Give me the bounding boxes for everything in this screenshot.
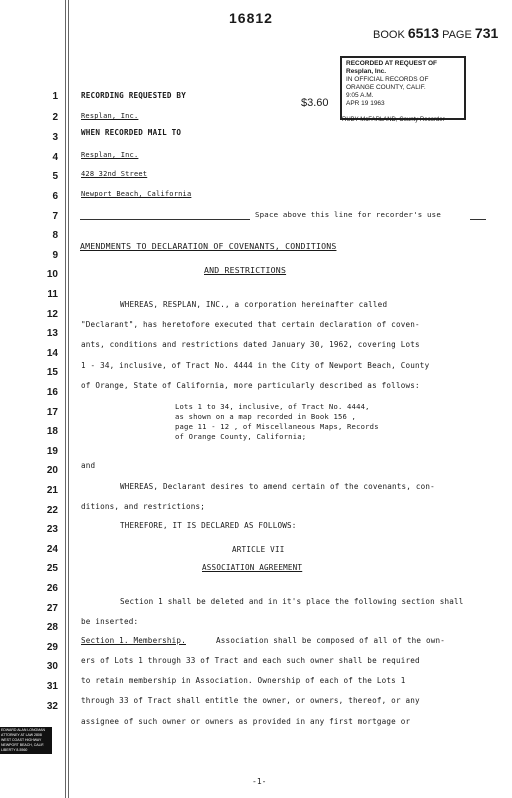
- section-body-line: ers of Lots 1 through 33 of Tract and each such owner shall be required: [81, 656, 420, 665]
- line-number: 21: [46, 485, 58, 496]
- line-number: 4: [52, 152, 58, 163]
- line-number: 11: [47, 289, 58, 300]
- line-number: 28: [46, 622, 58, 633]
- legal-description-line: as shown on a map recorded in Book 156 ,: [175, 412, 357, 421]
- document-title: AMENDMENTS TO DECLARATION OF COVENANTS, CONDITIONS: [80, 241, 337, 251]
- conjunction-and: and: [81, 461, 96, 470]
- line-number: 19: [46, 446, 58, 457]
- mail-to-label: WHEN RECORDED MAIL TO: [81, 128, 182, 137]
- line-number: 1: [52, 91, 58, 102]
- requested-by-name: Resplan, Inc.: [81, 112, 139, 120]
- line-number: 13: [46, 328, 58, 339]
- legal-description-line: page 11 - 12 , of Miscellaneous Maps, Records: [175, 422, 379, 431]
- stamp-line: 9:05 A.M.: [346, 92, 374, 99]
- recital-line: WHEREAS, RESPLAN, INC., a corporation hereinafter called: [120, 300, 388, 309]
- line-number: 7: [52, 211, 58, 222]
- line-number: 31: [46, 681, 58, 692]
- mail-to-city: Newport Beach, California: [81, 190, 192, 198]
- line-number: 17: [46, 407, 58, 418]
- section-heading: Section 1. Membership.: [81, 636, 186, 645]
- line-number: 26: [46, 583, 58, 594]
- section-body-line: to retain membership in Association. Ownership of each of the Lots 1: [81, 676, 406, 685]
- stamp-line: Resplan, Inc.: [346, 68, 387, 75]
- line-number: 2: [52, 112, 58, 123]
- recording-requested-label: RECORDING REQUESTED BY: [81, 91, 186, 100]
- line-number: 32: [46, 701, 58, 712]
- recital-line: ants, conditions and restrictions dated January 30, 1962, covering Lots: [81, 340, 420, 349]
- recital-line: of Orange, State of California, more particularly described as follows:: [81, 381, 420, 390]
- line-number: 5: [52, 171, 58, 182]
- recorder-space-note: Space above this line for recorder's use: [255, 210, 441, 219]
- line-number: 15: [46, 367, 58, 378]
- line-number: 22: [46, 505, 58, 516]
- article-title: ASSOCIATION AGREEMENT: [202, 563, 303, 572]
- line-number: 12: [46, 309, 58, 320]
- mail-to-street: 428 32nd Street: [81, 170, 148, 178]
- stamp-line: RECORDED AT REQUEST OF: [346, 60, 438, 67]
- legal-description-line: of Orange County, California;: [175, 432, 307, 441]
- recorder-stamp: [340, 56, 466, 120]
- document-number: 16812: [229, 10, 273, 26]
- line-number: 27: [46, 603, 58, 614]
- line-number: 6: [52, 191, 58, 202]
- recital-line: ditions, and restrictions;: [81, 502, 206, 511]
- margin-rule: [68, 0, 69, 798]
- line-number: 24: [46, 544, 58, 555]
- book-number: 6513: [407, 25, 440, 41]
- line-number: 14: [46, 348, 58, 359]
- mail-to-name: Resplan, Inc.: [81, 151, 139, 159]
- recorder-divider: [80, 219, 250, 220]
- margin-rule: [65, 0, 66, 798]
- footer-page-number: -1-: [252, 777, 267, 786]
- line-number: 30: [46, 661, 58, 672]
- line-number: 10: [46, 269, 58, 280]
- recital-line: WHEREAS, Declarant desires to amend certain of the covenants, con-: [120, 482, 435, 491]
- recital-line: 1 - 34, inclusive, of Tract No. 4444 in the City of Newport Beach, County: [81, 361, 430, 370]
- line-number: 18: [46, 426, 58, 437]
- article-heading: ARTICLE VII: [232, 545, 285, 554]
- line-number: 16: [46, 387, 58, 398]
- recording-fee: $3.60: [301, 97, 329, 109]
- page-number-ref: 731: [474, 25, 499, 41]
- page-label: PAGE: [442, 29, 472, 41]
- line-number: 9: [52, 250, 58, 261]
- stamp-line: IN OFFICIAL RECORDS OF: [346, 76, 429, 83]
- body-line: be inserted:: [81, 617, 139, 626]
- line-number: 25: [46, 563, 58, 574]
- line-number: 29: [46, 642, 58, 653]
- document-title-continued: AND RESTRICTIONS: [204, 265, 287, 275]
- body-line: Section 1 shall be deleted and in it's place the following section shall: [120, 597, 464, 606]
- therefore-clause: THEREFORE, IT IS DECLARED AS FOLLOWS:: [120, 521, 297, 530]
- section-body-line: through 33 of Tract shall entitle the owner, or owners, thereof, or any: [81, 696, 420, 705]
- stamp-line: ORANGE COUNTY, CALIF.: [346, 84, 426, 91]
- line-number: 20: [46, 465, 58, 476]
- line-number: 23: [46, 524, 58, 535]
- stamp-line: APR 19 1963: [346, 100, 385, 107]
- attorney-stamp: EDWARD ALAN LONGMAN ATTORNEY AT LAW 2808 WEST COAST HIGHWAY NEWPORT BEACH, CALIF. LIBERTY 8-5560: [0, 727, 52, 754]
- recital-line: "Declarant", has heretofore executed that certain declaration of coven-: [81, 320, 420, 329]
- section-body-line: Association shall be composed of all of the own-: [216, 636, 446, 645]
- book-page-reference: [373, 25, 498, 41]
- line-number: 8: [52, 230, 58, 241]
- section-body-line: assignee of such owner or owners as provided in any first mortgage or: [81, 717, 411, 726]
- legal-description-line: Lots 1 to 34, inclusive, of Tract No. 4444,: [175, 402, 370, 411]
- line-number: 3: [52, 132, 58, 143]
- book-label: BOOK: [373, 29, 405, 41]
- county-recorder: RUBY McFARLAND, County Recorder: [342, 117, 445, 123]
- recorder-divider: [470, 219, 486, 220]
